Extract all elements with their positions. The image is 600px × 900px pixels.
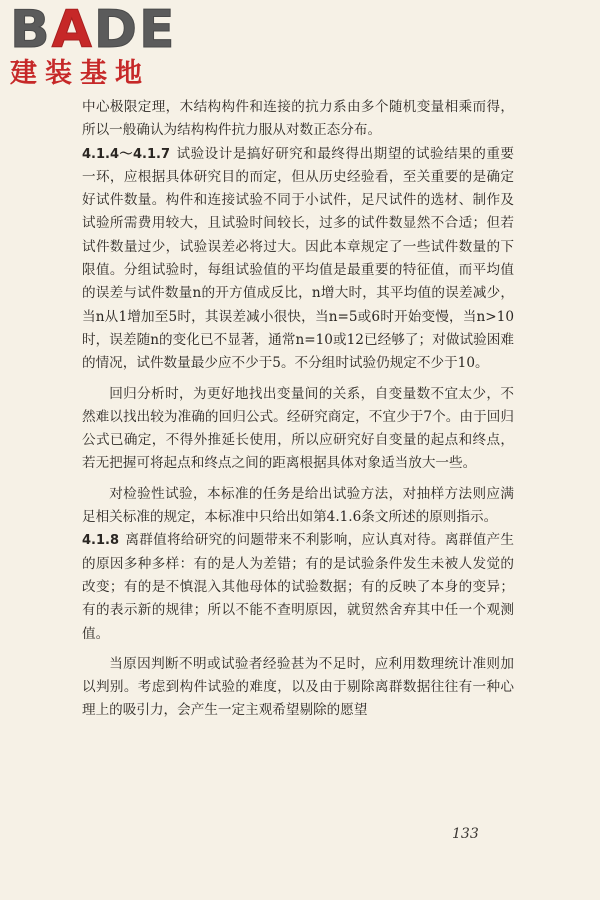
page-number: 133 — [452, 826, 479, 842]
paragraph-4 — [82, 483, 514, 530]
logo-subtitle: 建装基地 — [10, 58, 150, 89]
logo-mark — [10, 0, 180, 60]
paragraph-1 — [82, 96, 514, 143]
logo-letters-de: DE — [93, 0, 177, 60]
paragraph-text: 当原因判断不明或试验者经验甚为不足时，应利用数理统计准则加以判别。考虑到构件试验的难度，以及由于剔除离群数据往往有一种心理上的吸引力，会产生一定主观希望剔除的愿望 — [82, 655, 514, 719]
paragraph-5 — [82, 529, 514, 645]
paragraph-2 — [82, 143, 514, 376]
logo-letter-a: A — [51, 0, 94, 60]
paragraph-6 — [82, 653, 514, 723]
paragraph-text: 试验设计是搞好研究和最终得出期望的试验结果的重要一环，应根据具体研究目的而定，但从历史经验看，至关重要的是确定好试件数量。构件和连接试验不同于小试件，足尺试件的选材、制作及试验所需费用较大，且试验时间较长，过多的试件数显然不合适；但若试件数量过少，试验误差必将过大。因此本章规定了一些试件数量的下限值。分组试验时，每组试验值的平均值是最重要的特征值，而平均值的误差与试件数量n的开方值成反比，n增大时，其平均值的误差减少，当n从1增加至5时，其误差减小很快，当n=5或6时开始变慢，当n>10时，误差随n的变化已不显著，通常n=10或12已经够了；对做试验困难的情况，试件数量最少应不少于5。不分组时试验仍规定不少于10。 — [82, 145, 515, 372]
page-body — [82, 96, 514, 723]
paragraph-3 — [82, 383, 514, 476]
logo-letter-b: B — [10, 0, 52, 60]
paragraph-text: 中心极限定理，木结构构件和连接的抗力系由多个随机变量相乘而得，所以一般确认为结构构件抗力服从对数正态分布。 — [82, 99, 514, 139]
clause-number: 4.1.8 — [82, 533, 120, 549]
paragraph-text: 离群值将给研究的问题带来不利影响，应认真对待。离群值产生的原因多种多样：有的是人为差错；有的是试验条件发生未被人发觉的改变；有的是不慎混入其他母体的试验数据；有的反映了本身的变异；有的表示新的规律；所以不能不查明原因，就贸然舍弃其中任一个观测值。 — [82, 532, 514, 642]
paragraph-text: 对检验性试验，本标准的任务是给出试验方法，对抽样方法则应满足相关标准的规定，本标准中只给出如第4.1.6条文所述的原则指示。 — [82, 485, 514, 526]
bade-logo — [10, 0, 180, 94]
clause-number: 4.1.4～4.1.7 — [82, 146, 171, 162]
paragraph-text: 回归分析时，为更好地找出变量间的关系，自变量数不宜太少，不然难以找出较为准确的回归公式。经研究商定，不宜少于7个。由于回归公式已确定，不得外推延长使用，所以应研究好自变量的起点和终点，若无把握可将起点和终点之间的距离根据具体对象适当放大一些。 — [82, 385, 514, 472]
